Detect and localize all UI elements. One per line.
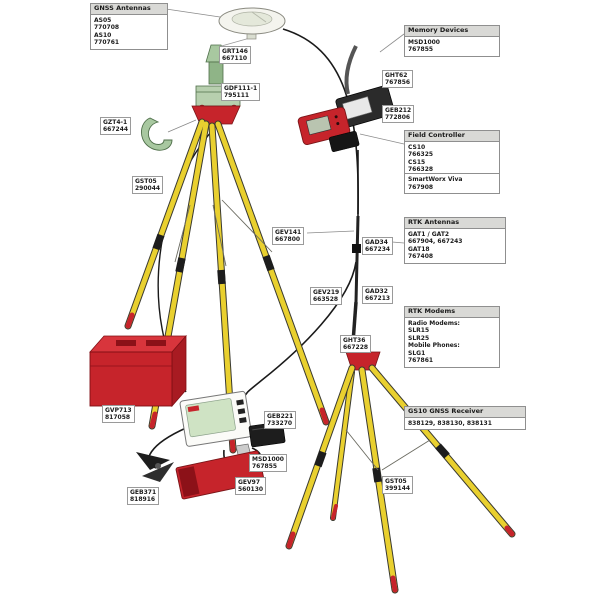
callout-memory-devices-line-1: 767855 (408, 46, 434, 53)
part-label-gvp713-line-1: 817058 (105, 414, 131, 421)
callout-gnss-antennas-line-0: AS05 (94, 16, 112, 24)
part-label-gdf111 (221, 83, 260, 101)
part-label-gad32-line-0: GAD32 (365, 288, 388, 295)
part-label-gev219-line-1: 663528 (313, 296, 339, 303)
callout-memory-devices-header: Memory Devices (405, 26, 499, 37)
pole-connector (352, 244, 361, 253)
part-label-gzt4-line-0: GZT4-1 (103, 119, 128, 126)
callout-rtk-antennas-line-0: GAT1 / GAT2 (408, 230, 450, 238)
rover-tripod (289, 349, 512, 590)
callout-rtk-antennas-line-2: GAT18 (408, 245, 430, 253)
callout-rtk-antennas-line-3: 767408 (408, 253, 434, 260)
part-label-ght62 (382, 70, 413, 88)
callout-rtk-modems-line-0: Radio Modems: (408, 319, 460, 327)
part-label-geb371 (127, 487, 159, 505)
gnss-dome-antenna (218, 8, 285, 47)
callout-rtk-modems-line-2: SLR25 (408, 334, 430, 342)
part-label-geb221-line-1: 733270 (267, 420, 293, 427)
part-label-ght36-line-1: 667228 (343, 344, 369, 351)
callout-rtk-modems-line-3: Mobile Phones: (408, 342, 460, 349)
part-label-gst05-left (132, 176, 163, 194)
gad34-arm (356, 216, 358, 302)
callout-field-controller-line-3: 766328 (408, 166, 434, 173)
part-label-gev219 (310, 287, 342, 305)
part-label-gev97 (235, 477, 266, 495)
part-label-gev97-line-0: GEV97 (238, 479, 261, 486)
part-label-ght36-line-0: GHT36 (343, 337, 366, 344)
callout-gnss-antennas-line-2: AS10 (94, 31, 112, 39)
part-label-gad34-line-0: GAD34 (365, 239, 388, 246)
callout-gnss-antennas-line-1: 770708 (94, 24, 120, 31)
part-label-gad32 (362, 286, 393, 304)
leg-clamps (156, 235, 271, 284)
callout-field-controller-line-0: CS10 (408, 143, 426, 151)
gev219-cable (244, 262, 356, 398)
callout-rtk-modems-line-4: SLG1 (408, 349, 426, 357)
callout-rtk-antennas-header: RTK Antennas (405, 218, 505, 229)
callout-gs10-receiver (404, 406, 526, 430)
part-label-gst05-right-line-0: GST05 (385, 478, 407, 485)
gvp713-container (90, 336, 186, 406)
part-label-gev141-line-0: GEV141 (275, 229, 302, 236)
part-label-gvp713 (102, 405, 135, 423)
part-label-gst05-left-line-1: 290044 (135, 185, 161, 192)
part-label-gst05-right-line-1: 399144 (385, 485, 411, 492)
callout-rtk-modems (404, 306, 500, 368)
part-label-ght62-line-1: 767856 (385, 79, 411, 86)
part-label-msd1000 (249, 454, 287, 472)
callout-rtk-modems-header: RTK Modems (405, 307, 499, 318)
battery-clamp (136, 452, 174, 482)
part-label-gst05-left-line-0: GST05 (135, 178, 157, 185)
callout-field-controller-line-2: CS15 (408, 158, 426, 166)
callout-field-controller (404, 130, 500, 177)
part-label-geb371-line-0: GEB371 (130, 489, 157, 496)
part-label-gzt4-line-1: 667244 (103, 126, 129, 133)
part-label-geb212-line-1: 772806 (385, 114, 411, 121)
callout-smartworx-line-0: SmartWorx Viva (408, 176, 463, 183)
part-label-gdf111-line-1: 795111 (224, 92, 250, 99)
callout-smartworx-line-1: 767908 (408, 183, 434, 191)
gs10-receiver-unit (180, 391, 252, 447)
part-label-gev97-line-1: 560130 (238, 486, 264, 493)
callout-rtk-antennas (404, 217, 506, 264)
callout-memory-devices (404, 25, 500, 57)
callout-gnss-antennas-line-3: 770761 (94, 39, 120, 46)
part-label-gev219-line-0: GEV219 (313, 289, 340, 296)
part-label-gev141 (272, 227, 304, 245)
part-label-ght36 (340, 335, 371, 353)
part-label-gev141-line-1: 667800 (275, 236, 301, 243)
part-label-grt146 (219, 46, 251, 64)
part-label-geb212 (382, 105, 414, 123)
callout-field-controller-header: Field Controller (405, 131, 499, 142)
callout-gnss-antennas-header: GNSS Antennas (91, 4, 167, 15)
callout-gs10-receiver-header: GS10 GNSS Receiver (405, 407, 525, 418)
part-label-geb212-line-0: GEB212 (385, 107, 412, 114)
callout-field-controller-line-1: 766325 (408, 151, 434, 158)
part-label-geb221 (264, 411, 296, 429)
part-label-grt146-line-0: GRT146 (222, 48, 248, 55)
part-label-gdf111-line-0: GDF111-1 (224, 85, 258, 92)
leg-tips (289, 528, 512, 590)
part-label-msd1000-line-1: 767855 (252, 463, 278, 470)
part-label-geb371-line-1: 818916 (130, 496, 156, 503)
rover-pole (333, 150, 361, 518)
part-label-gst05-right (382, 476, 413, 494)
part-label-ght62-line-0: GHT62 (385, 72, 408, 79)
part-label-gzt4 (100, 117, 131, 135)
part-label-geb221-line-0: GEB221 (267, 413, 294, 420)
callout-gnss-antennas (90, 3, 168, 50)
callout-rtk-modems-line-5: 767861 (408, 357, 434, 364)
part-label-grt146-line-1: 667110 (222, 55, 248, 62)
callout-smartworx (404, 173, 500, 194)
part-label-gad34 (362, 237, 393, 255)
callout-rtk-antennas-line-1: 667904, 667243 (408, 238, 463, 245)
callout-gs10-receiver-line-0: 838129, 838130, 838131 (408, 419, 492, 427)
part-label-gad34-line-1: 667234 (365, 246, 391, 253)
part-label-msd1000-line-0: MSD1000 (252, 456, 284, 463)
part-label-gvp713-line-0: GVP713 (105, 407, 132, 414)
callout-rtk-modems-line-1: SLR15 (408, 327, 430, 334)
callout-memory-devices-line-0: MSD1000 (408, 38, 440, 46)
part-label-gad32-line-1: 667213 (365, 295, 391, 302)
gzt4-height-hook (141, 118, 196, 150)
